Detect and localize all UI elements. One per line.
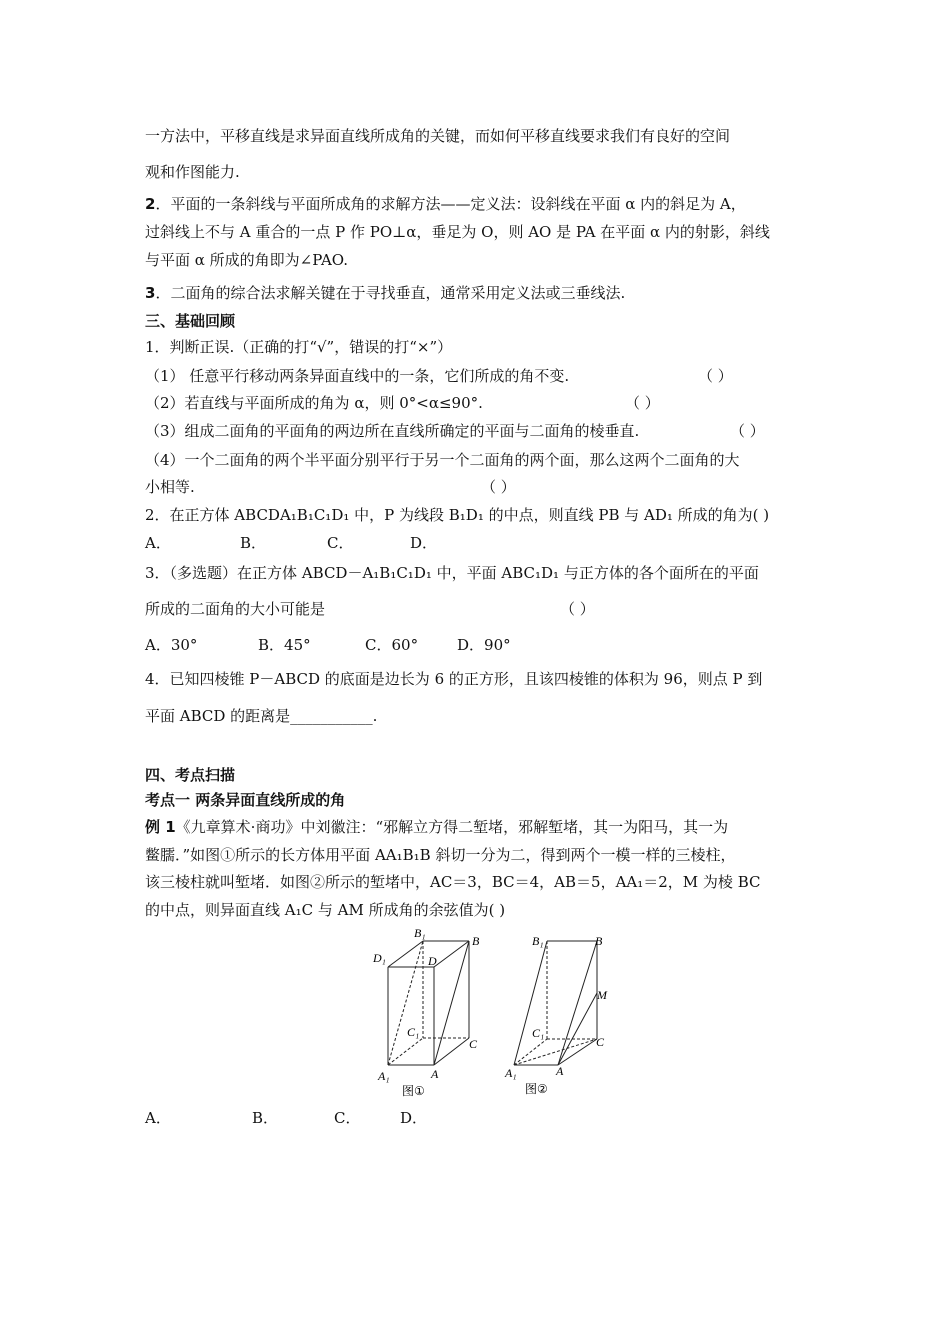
example-1-option-d: D． [400, 1109, 428, 1127]
example-1-line-1 [145, 817, 728, 837]
key-point-1-title: 考点一 两条异面直线所成的角 [145, 791, 346, 809]
q1-item-4: （4）一个二面角的两个半平面分别平行于另一个二面角的两个面，那么这两个二面角的大 [145, 451, 740, 469]
q1-item-3-paren: （ ） [730, 422, 765, 440]
fig1-label-d: D [428, 954, 437, 968]
q3-option-d: D．90° [457, 636, 511, 654]
example-1-option-b: B． [252, 1109, 279, 1127]
intro-line-1: 一方法中，平移直线是求异面直线所成角的关键，而如何平移直线要求我们有良好的空间 [145, 127, 731, 145]
q3-option-b: B．45° [258, 636, 311, 654]
fig1-label-a: A [431, 1067, 439, 1081]
fig1-label-c1: C₁ [407, 1025, 420, 1039]
example-1-option-a: A． [145, 1109, 171, 1127]
example-1-line-3: 该三棱柱就叫堑堵．如图②所示的堑堵中，AC＝3，BC＝4，AB＝5，AA₁＝2，M 为棱 BC [145, 873, 761, 891]
para-3-line-1 [145, 283, 625, 303]
q4-line-2: 平面 ABCD 的距离是___________. [145, 707, 378, 725]
fig2-label-a1: A₁ [505, 1066, 517, 1080]
q3-paren: （ ） [560, 600, 595, 618]
q2-text: 2．在正方体 ABCDA₁B₁C₁D₁ 中，P 为线段 B₁D₁ 的中点，则直线 PB 与 AD₁ 所成的角为( ) [145, 506, 770, 524]
q1-item-5: 小相等. [145, 478, 195, 496]
para-2-line-3: 与平面 α 所成的角即为∠PAO. [145, 251, 348, 269]
fig1-label-b: B [472, 934, 480, 948]
q2-option-b: B． [240, 534, 267, 552]
fig1-caption: 图① [402, 1084, 425, 1098]
q4-line-1: 4．已知四棱锥 P－ABCD 的底面是边长为 6 的正方形，且该四棱锥的体积为 96，则点 P 到 [145, 670, 763, 688]
fig2-label-b: B [595, 934, 603, 948]
example-1-label: 例 1 [145, 818, 176, 836]
q1-item-1-paren: （ ） [698, 367, 733, 385]
q3-line-2: 所成的二面角的大小可能是 [145, 600, 326, 618]
para-3-number: 3 [145, 284, 156, 302]
q2-option-c: C． [327, 534, 354, 552]
q1-head: 1．判断正误.（正确的打“√”，错误的打“×”） [145, 338, 453, 356]
figure-2 [500, 925, 620, 1100]
fig2-label-c: C [596, 1035, 605, 1049]
fig2-label-m: M [597, 988, 607, 1002]
para-2-line-1 [145, 194, 746, 214]
q1-item-5-paren: （ ） [481, 478, 516, 496]
fig1-label-b1: B₁ [414, 926, 426, 940]
example-1-option-c: C． [334, 1109, 361, 1127]
q2-option-d: D． [410, 534, 438, 552]
fig2-caption: 图② [525, 1082, 548, 1096]
section-3-title: 三、基础回顾 [145, 312, 236, 330]
para-2-line-2: 过斜线上不与 A 重合的一点 P 作 PO⊥α，垂足为 O，则 AO 是 PA 在平面 α 内的射影，斜线 [145, 223, 770, 241]
q3-option-a: A．30° [145, 636, 198, 654]
fig1-label-d1: D₁ [373, 951, 386, 965]
q3-option-c: C．60° [365, 636, 419, 654]
fig1-label-a1: A₁ [378, 1069, 390, 1083]
figure-1 [368, 925, 498, 1100]
para-2-text-1: ．平面的一条斜线与平面所成角的求解方法——定义法：设斜线在平面 α 内的斜足为 A， [155, 195, 746, 213]
para-3-text: ．二面角的综合法求解关键在于寻找垂直，通常采用定义法或三垂线法. [155, 284, 626, 302]
example-1-line-4: 的中点，则异面直线 A₁C 与 AM 所成角的余弦值为( ) [145, 901, 506, 919]
q1-item-2-paren: （ ） [625, 394, 660, 412]
fig2-label-c1: C₁ [532, 1026, 545, 1040]
q1-item-1: （1） 任意平行移动两条异面直线中的一条，它们所成的角不变. [145, 367, 570, 385]
fig2-label-b1: B₁ [532, 934, 544, 948]
q1-item-3: （3）组成二面角的平面角的两边所在直线所确定的平面与二面角的棱垂直. [145, 422, 640, 440]
section-4-title: 四、考点扫描 [145, 766, 236, 784]
q1-item-2: （2）若直线与平面所成的角为 α，则 0°<α≤90°. [145, 394, 483, 412]
q3-line-1: 3．（多选题）在正方体 ABCD－A₁B₁C₁D₁ 中，平面 ABC₁D₁ 与正方体的各个面所在的平面 [145, 564, 759, 582]
example-1-line-2: 鳖臑．”如图①所示的长方体用平面 AA₁B₁B 斜切一分为二，得到两个一模一样的三棱柱， [145, 846, 736, 864]
example-1-text-1: 《九章算术·商功》中刘徽注：“邪解立方得二堑堵，邪解堑堵，其一为阳马，其一为 [175, 818, 729, 836]
fig1-label-c: C [469, 1037, 478, 1051]
fig2-label-a: A [556, 1064, 564, 1078]
para-2-number: 2 [145, 195, 156, 213]
intro-line-2: 观和作图能力. [145, 163, 240, 181]
q2-option-a: A． [145, 534, 171, 552]
